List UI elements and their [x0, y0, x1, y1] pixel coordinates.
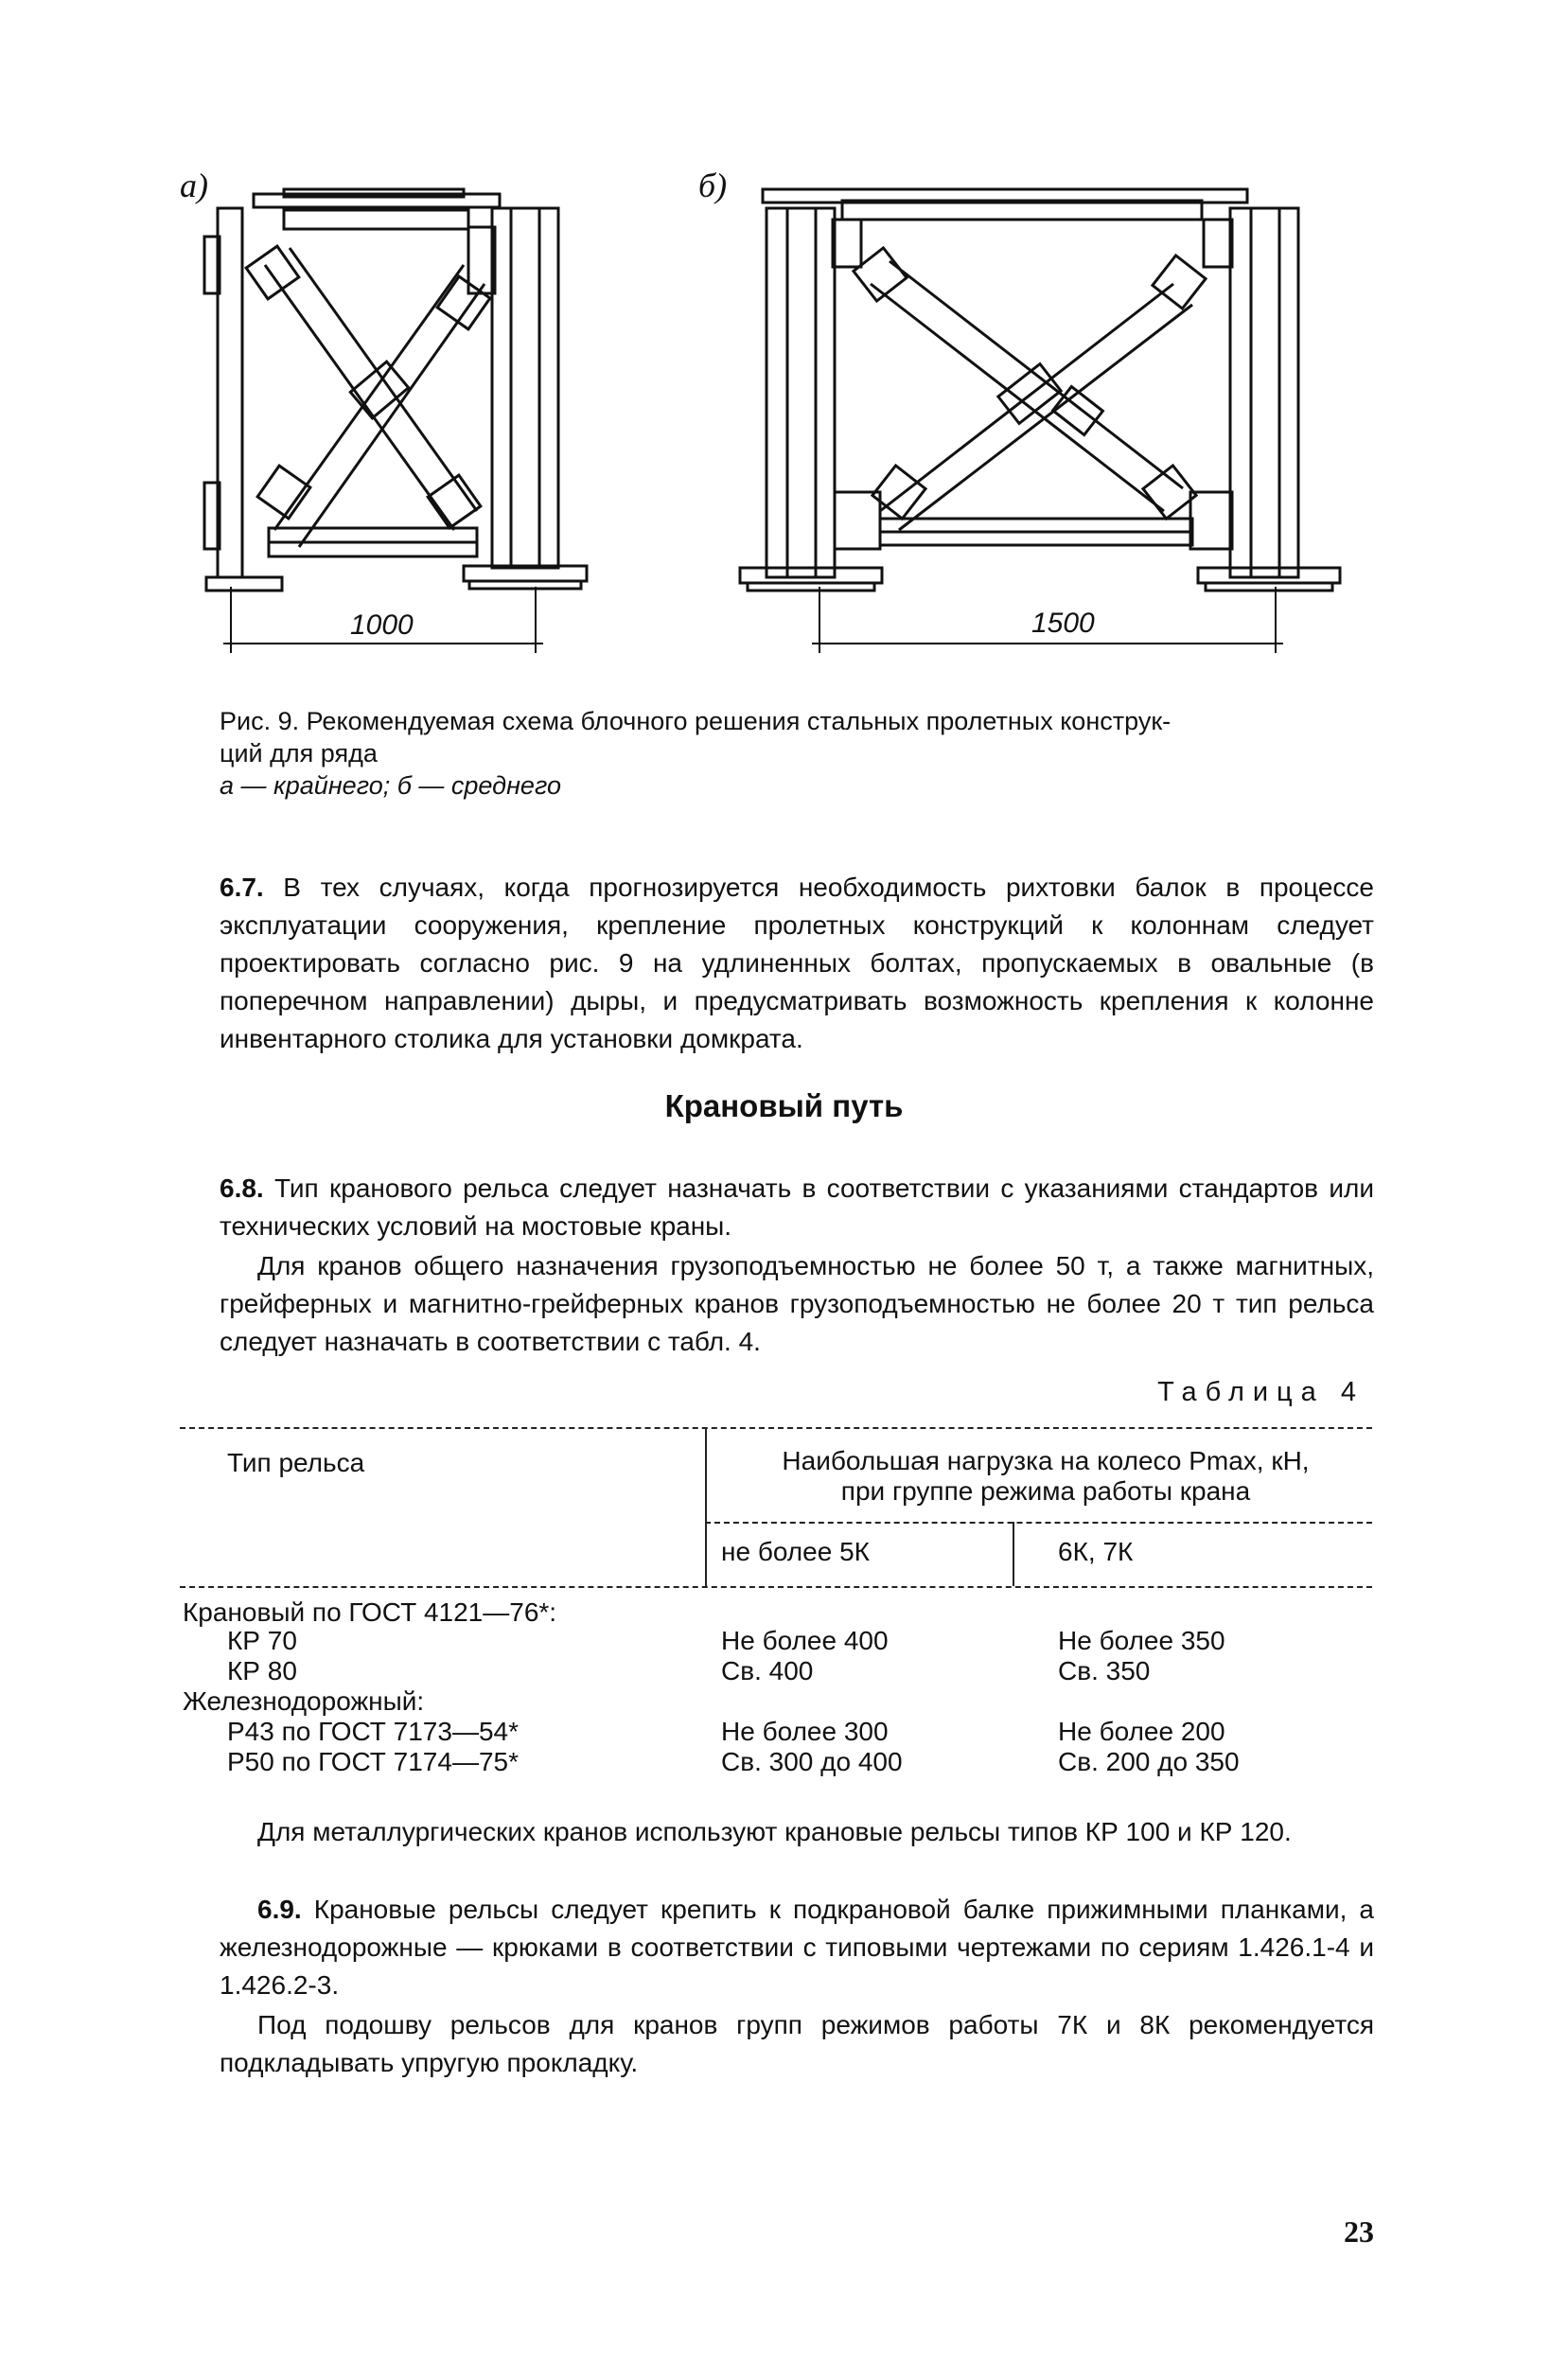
caption-line-1: Рис. 9. Рекомендуемая схема блочного решения стальных пролетных конструк-: [220, 707, 1172, 735]
table-row-name: Железнодорожный:: [183, 1686, 425, 1716]
table-row-value-5k: Не более 400: [721, 1626, 889, 1655]
paragraph-number: 6.8.: [220, 1173, 264, 1203]
caption-line-2: ций для ряда: [220, 739, 378, 767]
table-title: Таблица 4: [1157, 1377, 1365, 1407]
table-header-load-1: Наибольшая нагрузка на колесо Pmax, кН,: [782, 1446, 1310, 1475]
figure-label-a: а): [180, 167, 208, 204]
figure-label-b: б): [698, 167, 728, 204]
dimension-a: 1000: [350, 609, 414, 641]
dimension-b: 1500: [1031, 608, 1095, 639]
figure-9-drawing: [0, 0, 1568, 681]
table-row-value-5k: Не более 300: [721, 1717, 889, 1746]
table-row-value-5k: Св. 400: [721, 1656, 814, 1685]
drawing-b-middle-row: [740, 189, 1340, 653]
table-rule-sub: [705, 1522, 1372, 1524]
table-row-name: КР 70: [227, 1626, 297, 1655]
table-subheader-6k7k: 6К, 7К: [1058, 1537, 1134, 1566]
paragraph-6-8-continued: Для кранов общего назначения грузоподъемностью не более 50 т, а также магнитных, грейферных и магнитно-грейферных кранов грузоподъемностью не более 20 т тип рельса следует назначать в соответствии с табл. 4.: [220, 1251, 1374, 1356]
table-row-name: Р43 по ГОСТ 7173—54*: [227, 1717, 519, 1746]
paragraph-metallurgical: Для металлургических кранов используют крановые рельсы типов КР 100 и КР 120.: [257, 1817, 1292, 1846]
table-rule-top: [180, 1427, 1372, 1429]
paragraph-6-9: [220, 1891, 1374, 2004]
table-row-value-6k7k: Не более 350: [1058, 1626, 1225, 1655]
table-divider-vertical: [705, 1427, 707, 1586]
table-row-name: Р50 по ГОСТ 7174—75*: [227, 1747, 519, 1776]
paragraph-6-8: [220, 1170, 1374, 1245]
paragraph-6-7: [220, 869, 1374, 1058]
table-row-value-5k: Св. 300 до 400: [721, 1747, 903, 1776]
paragraph-text: Тип кранового рельса следует назначать в соответствии с указаниями стандартов или технических условий на мостовые краны.: [220, 1173, 1374, 1241]
table-header-rail-type: Тип рельса: [227, 1448, 365, 1477]
table-subheader-5k: не более 5К: [721, 1537, 870, 1566]
table-divider-sub: [1013, 1522, 1014, 1586]
table-row-value-6k7k: Не более 200: [1058, 1717, 1225, 1746]
paragraph-text: Крановые рельсы следует крепить к подкрановой балке прижимными планками, а железнодорожные — крюками в соответствии с типовыми чертежами по сериям 1.426.1-4 и 1.426.2-3.: [220, 1895, 1375, 2000]
section-heading: Крановый путь: [664, 1088, 904, 1123]
drawing-a-edge-row: [204, 189, 587, 653]
table-row-value-6k7k: Св. 350: [1058, 1656, 1151, 1685]
paragraph-last: Под подошву рельсов для кранов групп режимов работы 7К и 8К рекомендуется подкладывать упругую прокладку.: [220, 2010, 1374, 2077]
table-rule-header-bottom: [180, 1586, 1372, 1588]
table-row-value-6k7k: Св. 200 до 350: [1058, 1747, 1240, 1776]
figure-caption: [220, 705, 1383, 802]
table-row-name: Крановый по ГОСТ 4121—76*:: [183, 1597, 557, 1627]
table-row-name: КР 80: [227, 1656, 297, 1685]
paragraph-text: В тех случаях, когда прогнозируется необходимость рихтовки балок в процессе эксплуатации сооружения, крепление пролетных конструкций к колоннам следует проектировать согласно рис. 9 на удлиненных болтах, пропускаемых в овальные (в поперечном направлении) дыры, и предусматривать возможность крепления к колонне инвентарного столика для установки домкрата.: [220, 873, 1374, 1053]
page-number: 23: [1344, 2214, 1374, 2249]
paragraph-number: 6.9.: [257, 1895, 302, 1924]
paragraph-number: 6.7.: [220, 873, 264, 902]
table-header-load-2: при группе режима работы крана: [840, 1476, 1251, 1506]
caption-line-3: а — крайнего; б — среднего: [220, 771, 561, 800]
